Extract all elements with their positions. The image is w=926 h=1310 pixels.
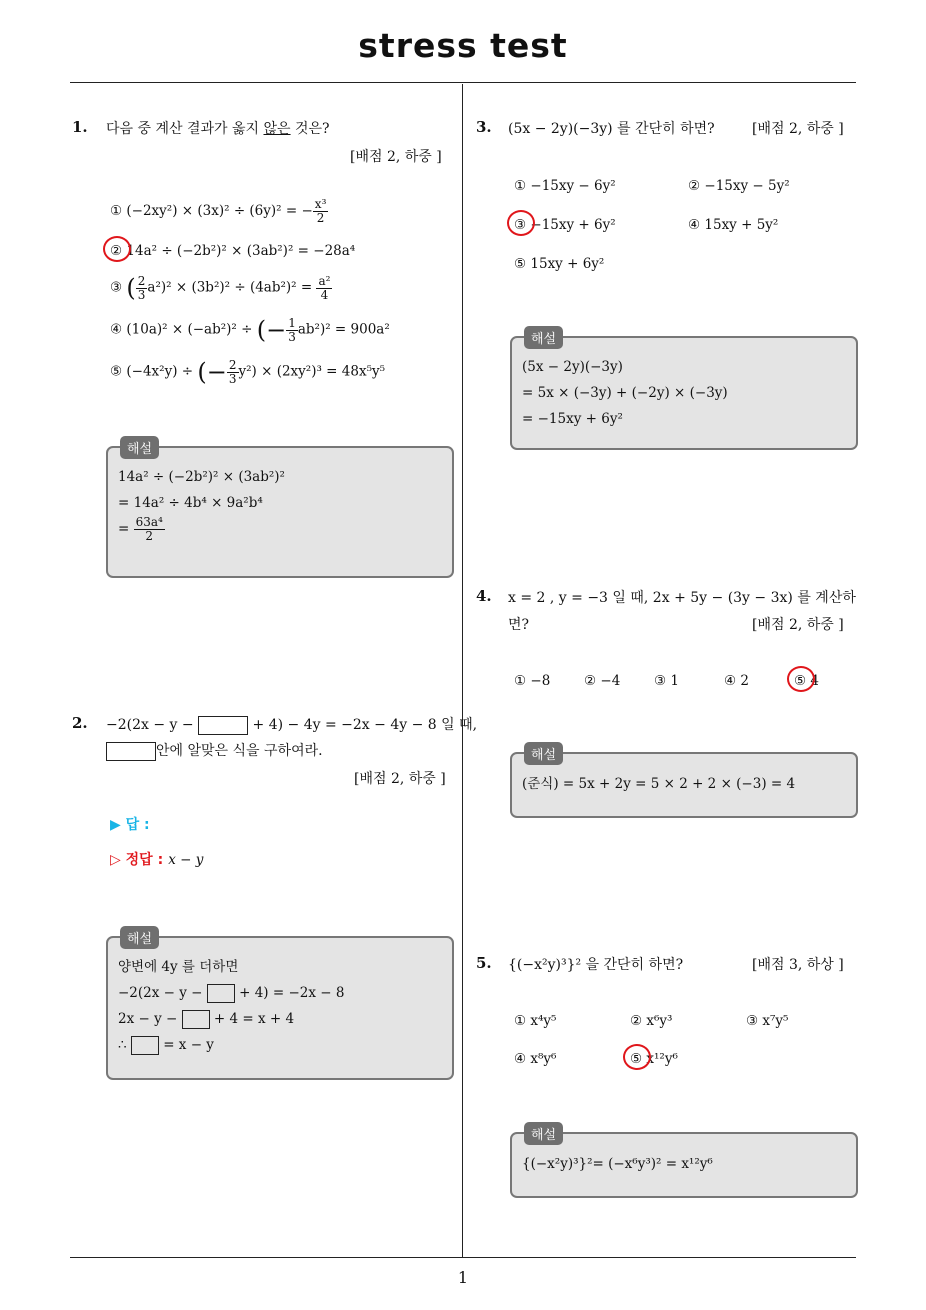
q4-option-4[interactable]: ④ 2 [724, 673, 749, 689]
q2-answer-label[interactable]: ▶ 답 : [110, 817, 150, 833]
page-title: stress test [358, 26, 568, 65]
q2-correct-label: ▷ 정답 : [110, 852, 164, 868]
q5-option-1[interactable]: ① x⁴y⁵ [514, 1013, 557, 1029]
q2-correct-row [110, 849, 203, 869]
q1-solution-tag: 해설 [120, 436, 159, 459]
q1-meta: [배점 2, 하중 ] [350, 149, 442, 165]
q5-option-4[interactable]: ④ x⁸y⁶ [514, 1051, 557, 1067]
q1-option-5-fraction: $\frac{2}{3}$ [228, 357, 237, 386]
q1-option-3-frac-a: $\frac{2}{3}$ [137, 273, 146, 302]
q4-option-1[interactable]: ① −8 [514, 673, 551, 689]
q4-option-5[interactable]: ⑤ 4 [794, 673, 819, 689]
q1-option-4-end: ab²)² = 900a² [297, 321, 390, 338]
q4-solution-tag: 해설 [524, 742, 563, 765]
q1-option-3-mid: a²)² × (3b²)² ÷ (4ab²)² = [147, 279, 317, 296]
q1-option-5[interactable] [110, 358, 385, 386]
q2-correct-value: x − y [168, 852, 204, 868]
q2-meta: [배점 2, 하중 ] [354, 771, 446, 787]
q3-solution-tag: 해설 [524, 326, 563, 349]
q3-sol-line-2: = 5x × (−3y) + (−2y) × (−3y) [522, 385, 728, 401]
q2-blank-box [198, 716, 248, 735]
q2-sol-line-2: −2(2x − y − + 4) = −2x − 8 [118, 985, 345, 1001]
q1-stem-b: 것은? [290, 121, 330, 137]
q1-option-1-fraction: $\frac{\text{x³}}{2}$ [314, 197, 327, 225]
column-divider [462, 84, 463, 1258]
q3-option-4[interactable]: ④ 15xy + 5y² [688, 217, 779, 233]
page-number: 1 [457, 1268, 469, 1287]
q4-stem-line-2: 면? [508, 617, 530, 633]
q3-meta: [배점 2, 하중 ] [752, 121, 844, 137]
q1-sol-line-3: = $\frac{\text{63a⁴}}{2}$ [118, 515, 163, 543]
q2-stem-2: 안에 알맞은 식을 구하여라. [156, 743, 323, 759]
q1-option-3[interactable] [110, 274, 332, 302]
q4-meta: [배점 2, 하중 ] [752, 617, 844, 633]
q1-option-5-paren: (− [197, 358, 227, 386]
q5-option-3[interactable]: ③ x⁷y⁵ [746, 1013, 789, 1029]
q4-number: 4. [476, 587, 492, 605]
q5-answer-circle [623, 1044, 651, 1070]
q2-sol-line-1: 양변에 4y 를 더하면 [118, 959, 239, 975]
q2-number: 2. [72, 714, 88, 732]
q4-solution-text: (준식) = 5x + 2y = 5 × 2 + 2 × (−3) = 4 [522, 776, 796, 792]
header-rule [70, 82, 856, 83]
q1-option-1[interactable] [110, 198, 328, 225]
q3-option-2[interactable]: ② −15xy − 5y² [688, 178, 790, 194]
q1-sol-line-1: 14a² ÷ (−2b²)² × (3ab²)² [118, 469, 285, 485]
q2-blank-box-2 [106, 742, 156, 761]
q3-stem: (5x − 2y)(−3y) 를 간단히 하면? [508, 121, 715, 137]
q4-option-3[interactable]: ③ 1 [654, 673, 679, 689]
q3-sol-line-3: = −15xy + 6y² [522, 411, 623, 427]
q2-sol-line-3: 2x − y − + 4 = x + 4 [118, 1011, 295, 1027]
q3-answer-circle [507, 210, 535, 236]
q2-stem-1b: + 4) − 4y = −2x − 4y − 8 일 때, [252, 717, 478, 733]
q1-option-5-text: ⑤ (−4x²y) ÷ [110, 363, 198, 380]
q1-solution-text [118, 464, 285, 543]
footer-rule [70, 1257, 856, 1258]
q5-option-5[interactable]: ⑤ x¹²y⁶ [630, 1051, 678, 1067]
q3-option-5[interactable]: ⑤ 15xy + 6y² [514, 256, 605, 272]
q1-stem [106, 118, 330, 138]
q1-option-4-text: ④ (10a)² × (−ab²)² ÷ [110, 321, 257, 338]
q2-stem-1a: −2(2x − y − [106, 717, 194, 733]
q1-option-1-text: ① (−2xy²) × (3x)² ÷ (6y)² = − [110, 203, 313, 219]
q4-answer-circle [787, 666, 815, 692]
q3-sol-line-1: (5x − 2y)(−3y) [522, 359, 623, 375]
q1-option-3-frac-b: $\frac{\text{a²}}{4}$ [318, 273, 331, 302]
q3-number: 3. [476, 118, 492, 136]
q5-solution-tag: 해설 [524, 1122, 563, 1145]
q1-option-3-paren: ( [126, 274, 136, 302]
q2-stem-line-2 [106, 740, 323, 761]
q2-stem-line-1 [106, 714, 477, 735]
q1-option-4[interactable] [110, 316, 390, 344]
q1-number: 1. [72, 118, 88, 136]
q5-meta: [배점 3, 하상 ] [752, 957, 844, 973]
q2-solution-tag: 해설 [120, 926, 159, 949]
q1-option-4-fraction: $\frac{1}{3}$ [288, 315, 296, 344]
q5-solution-text: {(−x²y)³}²= (−x⁶y³)² = x¹²y⁶ [522, 1156, 713, 1172]
q1-stem-a: 다음 중 계산 결과가 옳지 [106, 121, 264, 137]
q1-option-3-label: ③ [110, 279, 127, 296]
q5-number: 5. [476, 954, 492, 972]
q2-solution-text [118, 954, 344, 1058]
q1-sol-line-2: = 14a² ÷ 4b⁴ × 9a²b⁴ [118, 495, 263, 511]
q5-stem: {(−x²y)³}² 을 간단히 하면? [508, 957, 684, 973]
q4-stem-line-1: x = 2 , y = −3 일 때, 2x + 5y − (3y − 3x) 를 계산하 [508, 590, 856, 606]
q4-option-2[interactable]: ② −4 [584, 673, 621, 689]
q3-solution-text [522, 354, 728, 432]
q1-option-4-paren: (− [256, 316, 287, 344]
q1-option-2[interactable]: ② 14a² ÷ (−2b²)² × (3ab²)² = −28a⁴ [110, 243, 356, 259]
q2-sol-line-4: ∴ = x − y [118, 1037, 214, 1053]
q1-answer-circle [103, 236, 131, 262]
q1-option-5-end: y²) × (2xy²)³ = 48x⁵y⁵ [238, 363, 386, 380]
q1-stem-underlined: 않은 [263, 121, 291, 137]
q5-option-2[interactable]: ② x⁶y³ [630, 1013, 673, 1029]
q3-option-3[interactable]: ③ −15xy + 6y² [514, 217, 616, 233]
q3-option-1[interactable]: ① −15xy − 6y² [514, 178, 616, 194]
